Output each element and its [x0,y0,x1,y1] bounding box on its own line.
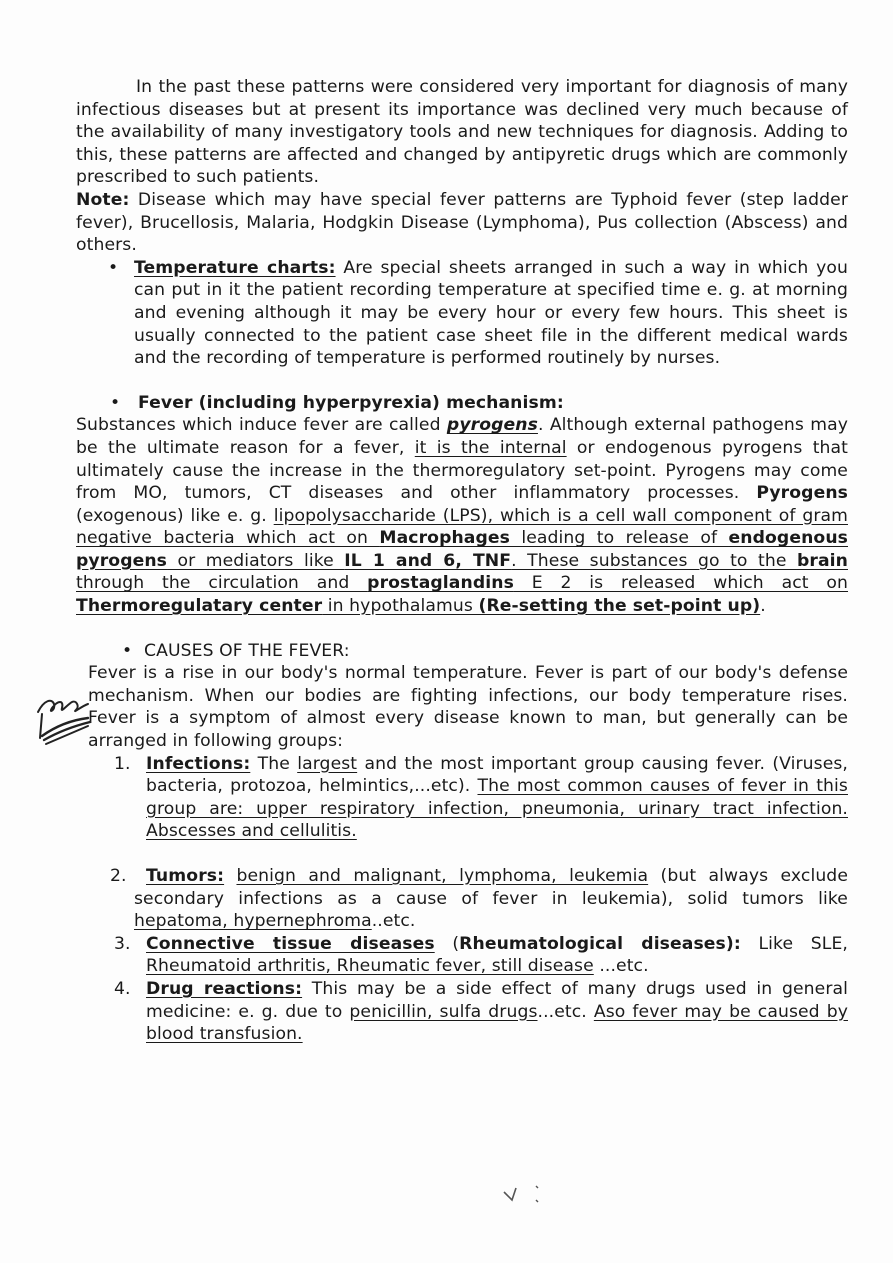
mechanism-heading: Fever (including hyperpyrexia) mechanism: [138,392,564,413]
list-text: ..etc. [371,911,416,932]
mechanism-heading-row [76,392,848,415]
list-number: 2. [110,866,127,886]
mechanism-text: . [760,596,766,617]
list-text: Like SLE, [740,933,848,954]
list-text: ...etc. [593,956,649,977]
note-paragraph [76,189,848,257]
mechanism-text: . These substances go to the [511,550,797,571]
mechanism-text: (exogenous) like e. g. [76,505,274,526]
list-text: hepatoma, hypernephroma [134,911,372,932]
list-item [76,933,848,978]
mechanism-text: in hypothalamus [322,596,479,617]
list-text: This may be a side effect of many drugs used in general medicine: e. g. due to [146,978,848,1022]
list-term: Connective tissue diseases [146,933,435,954]
interleukin-term: IL 1 and 6, TNF [344,550,512,571]
list-text: The most common causes of fever in this group are: upper respiratory infection, pneumonia, urinary tract infection. Abscesses and cellulitis. [146,776,848,842]
prostaglandins-term: prostaglandins [367,573,514,594]
list-text: (but always exclude secondary infections as a cause of fever in leukemia), solid tumors like [134,866,848,909]
list-text: ( [434,933,460,954]
temperature-charts-term: Temperature charts: [134,257,336,278]
list-number: 3. [114,933,131,954]
page-mark [498,1180,548,1210]
list-number: 4. [114,978,131,999]
mechanism-text: E 2 is released which act on [513,573,849,594]
mechanism-text: or mediators like [167,550,345,571]
causes-heading: CAUSES OF THE FEVER: [144,640,350,661]
list-number: 1. [114,753,131,774]
handwritten-margin-mark [32,692,112,752]
list-text: penicillin, sulfa drugs [349,1001,538,1022]
reset-term: (Re-setting the set-point up) [478,596,761,617]
mechanism-paragraph [76,414,848,617]
list-term: Rheumatological diseases): [459,933,741,954]
macrophages-term: Macrophages [379,528,510,549]
endogenous-term: endogenous pyrogens [76,528,848,571]
mechanism-text: Substances which induce fever are called [76,415,447,436]
list-text: and the most important group causing fever. (Viruses, bacteria, protozoa, helmintics,...etc). [146,753,848,797]
list-text: Rheumatoid arthritis, Rheumatic fever, still disease [146,956,594,977]
document-body [76,76,848,1046]
list-text [224,866,236,886]
list-term: Infections: [146,753,251,774]
mechanism-text: . Although external pathogens may be the ultimate reason for a fever, [76,415,848,458]
intro-paragraph: In the past these patterns were considered very important for diagnosis of many infectious diseases but at present its importance was declined very much because of the availability of many investigatory tools and new techniques for diagnosis. Adding to this, these patterns are affected and changed by antipyretic drugs which are commonly prescribed to such patients. [76,77,848,188]
pyrogens-term: pyrogens [446,415,538,436]
list-item [76,978,848,1046]
causes-intro: Fever is a rise in our body's normal temperature. Fever is part of our body's defense mechanism. When our bodies are fighting infections, our body temperature rises. Fever is a symptom of almost every disease known to man, but generally can be arranged in following groups: [88,663,848,752]
bullet-point: • [122,640,133,661]
temperature-charts-text: Are special sheets arranged in such a way in which you can put in it the patient recording temperature at specified time e. g. at morning and evening although it may be every hour or every few hours. This sheet is usually connected to the patient case sheet file in the different medical wards and the recording of temperature is performed routinely by nurses. [134,257,849,369]
list-text: benign and malignant, lymphoma, leukemia [236,866,649,886]
mechanism-text: leading to release of [510,528,729,549]
mechanism-text: lipopolysaccharide (LPS), which is a cell wall component of gram negative bacteria which act on [76,505,848,549]
note-label: Note: [76,189,130,210]
mechanism-text: it is the internal [414,437,567,458]
bullet-point: • [110,392,121,413]
mechanism-text: or endogenous pyrogens that ultimately cause the increase in the thermoregulatory set-point. Pyrogens may come from MO, tumors, CT diseases and other inflammatory processes. [76,437,848,504]
list-text: largest [297,753,358,774]
pyrogens-bold: Pyrogens [756,483,848,504]
list-text: Aso fever may be caused by blood transfusion. [146,1001,848,1045]
list-item [76,753,848,843]
list-text: ...etc. [537,1001,594,1022]
mechanism-text: through the circulation and [76,573,368,594]
list-term: Drug reactions: [146,978,303,999]
list-text: The [250,753,298,774]
brain-term: brain [796,550,848,571]
thermoregulatory-term: Thermoregulatary center [76,596,323,617]
bullet-point: • [108,257,119,278]
temperature-charts-item [76,257,848,370]
list-term: Tumors: [146,866,225,886]
causes-heading-row [76,640,848,663]
list-item [76,865,848,933]
note-text: Disease which may have special fever patterns are Typhoid fever (step ladder fever), Brucellosis, Malaria, Hodgkin Disease (Lymphoma), Pus collection (Abscess) and others. [76,189,848,256]
